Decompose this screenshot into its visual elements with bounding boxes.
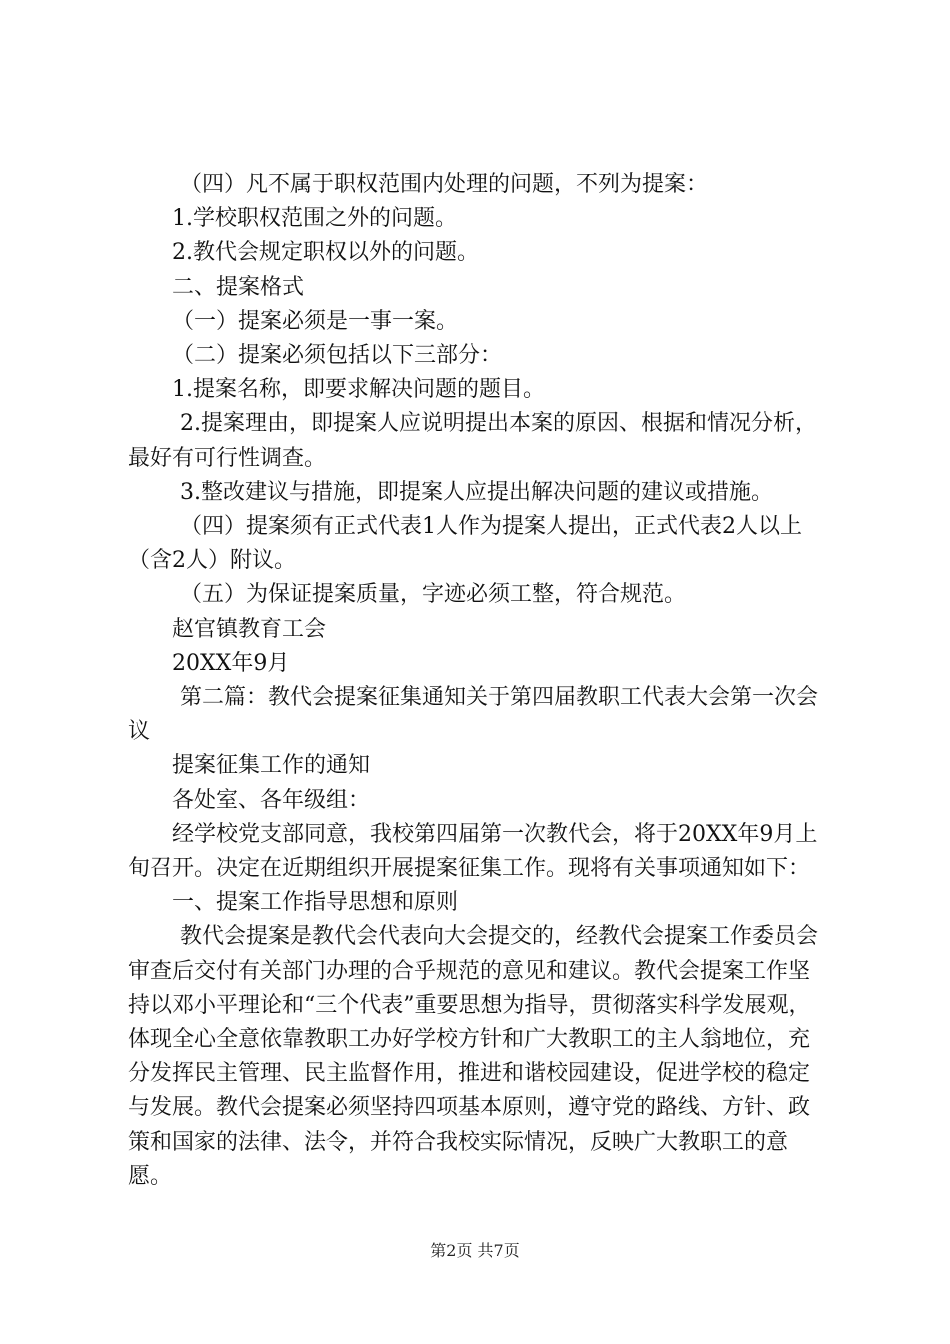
paragraph: 教代会提案是教代会代表向大会提交的，经教代会提案工作委员会审查后交付有关部门办理的合乎规范的意见和建议。教代会提案工作坚持以邓小平理论和“三个代表”重要思想为指导，贯彻落实科学发展观，体现全心全意依靠教职工办好学校方针和广大教职工的主人翁地位，充分发挥民主管理、民主监督作用，推进和谐校园建设，促进学校的稳定与发展。教代会提案必须坚持四项基本原则，遵守党的路线、方针、政策和国家的法律、法令，并符合我校实际情况，反映广大教职工的意愿。 — [128, 924, 819, 1189]
signature-org: 赵官镇教育工会 — [172, 616, 327, 642]
section-heading: 一、提案工作指导思想和原则 — [172, 890, 459, 916]
article-title-cont: 提案征集工作的通知 — [172, 753, 371, 779]
paragraph: （四）提案须有正式代表1人作为提案人提出，正式代表2人以上（含2人）附议。 — [128, 514, 802, 574]
article-title: 第二篇：教代会提案征集通知关于第四届教职工代表大会第一次会议 — [128, 685, 819, 745]
paragraph: （四）凡不属于职权范围内处理的问题，不列为提案： — [180, 172, 709, 197]
paragraph: 3.整改建议与措施，即提案人应提出解决问题的建议或措施。 — [180, 479, 773, 505]
paragraph: （二）提案必须包括以下三部分： — [172, 343, 503, 369]
paragraph: 1.提案名称，即要求解决问题的题目。 — [172, 377, 545, 403]
paragraph: 经学校党支部同意，我校第四届第一次教代会，将于20XX年9月上旬召开。决定在近期组织开展提案征集工作。现将有关事项通知如下： — [128, 821, 818, 882]
salutation: 各处室、各年级组： — [172, 787, 371, 813]
paragraph: 2.教代会规定职权以外的问题。 — [172, 240, 479, 266]
paragraph: 2.提案理由，即提案人应说明提出本案的原因、根据和情况分析，最好有可行性调查。 — [128, 411, 817, 471]
document-body — [128, 168, 830, 1194]
section-heading: 二、提案格式 — [172, 274, 305, 300]
paragraph: （一）提案必须是一事一案。 — [172, 308, 459, 334]
paragraph: （五）为保证提案质量，字迹必须工整，符合规范。 — [180, 582, 687, 608]
page-number: 第2页 共7页 — [430, 1241, 520, 1260]
paragraph: 1.学校职权范围之外的问题。 — [172, 206, 457, 232]
signature-date: 20XX年9月 — [172, 650, 290, 676]
